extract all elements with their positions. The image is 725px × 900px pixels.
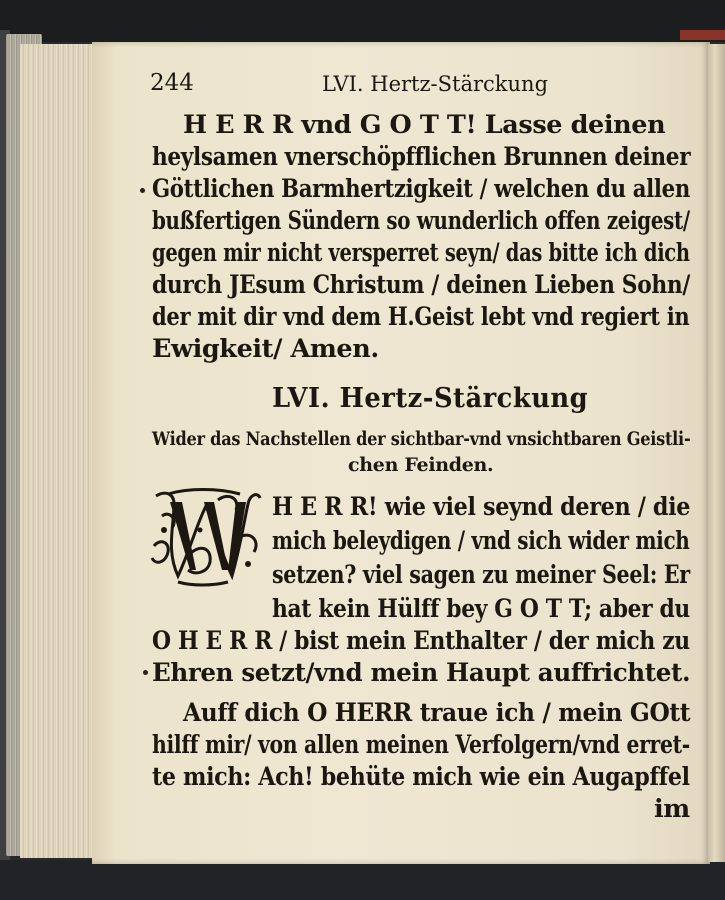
text-line: durch JEsum Christum / deinen Lieben Sohn/ xyxy=(152,270,690,300)
text-line: Ewigkeit/ Amen. xyxy=(152,334,379,364)
text-line: setzen? viel sagen zu meiner Seel: Er xyxy=(272,560,690,590)
background-top xyxy=(0,0,725,42)
page-stack-right xyxy=(708,44,725,862)
page-number: 244 xyxy=(150,70,194,96)
text-line: O H E R R / bist mein Enthalter / der mich zu xyxy=(152,626,690,656)
page-stack-left xyxy=(20,44,98,858)
text-line: te mich: Ach! behüte mich wie ein Augapffel xyxy=(152,762,690,792)
chapter-subtitle: chen Feinden. xyxy=(348,454,494,476)
text-line: bußfertigen Sündern so wunderlich offen zeigest/ xyxy=(152,206,690,236)
decorated-initial xyxy=(148,486,264,590)
margin-mark xyxy=(140,188,145,193)
text-line: hat kein Hülff bey G O T T; aber du xyxy=(272,594,690,624)
text-line: H E R R! wie viel seynd deren / die xyxy=(272,492,691,522)
text-line: Ehren setzt/vnd mein Haupt auffrichtet. xyxy=(152,658,691,688)
catchword: im xyxy=(654,794,690,824)
running-head: LVI. Hertz-Stärckung xyxy=(322,72,549,96)
chapter-subtitle: Wider das Nachstellen der sichtbar-vnd vnsichtbaren Geistli- xyxy=(152,428,691,450)
text-line: hilff mir/ von allen meinen Verfolgern/vnd erret- xyxy=(152,730,690,760)
text-line: heylsamen vnerschöpfflichen Brunnen deiner xyxy=(152,142,691,172)
text-line: der mit dir vnd dem H.Geist lebt vnd regiert in xyxy=(152,302,690,332)
text-line: gegen mir nicht versperret seyn/ das bitte ich dich xyxy=(152,238,690,268)
margin-mark xyxy=(143,670,148,675)
bookmark-ribbon xyxy=(680,30,725,40)
text-line: mich beleydigen / vnd sich wider mich xyxy=(272,526,690,556)
text-line: Auff dich O HERR traue ich / mein GOtt xyxy=(183,698,691,728)
chapter-heading: LVI. Hertz-Stärckung xyxy=(272,383,589,414)
text-line: H E R R vnd G O T T! Lasse deinen xyxy=(183,110,666,140)
background-bottom xyxy=(0,860,725,900)
text-line: Göttlichen Barmhertzigkeit / welchen du allen xyxy=(152,174,690,204)
